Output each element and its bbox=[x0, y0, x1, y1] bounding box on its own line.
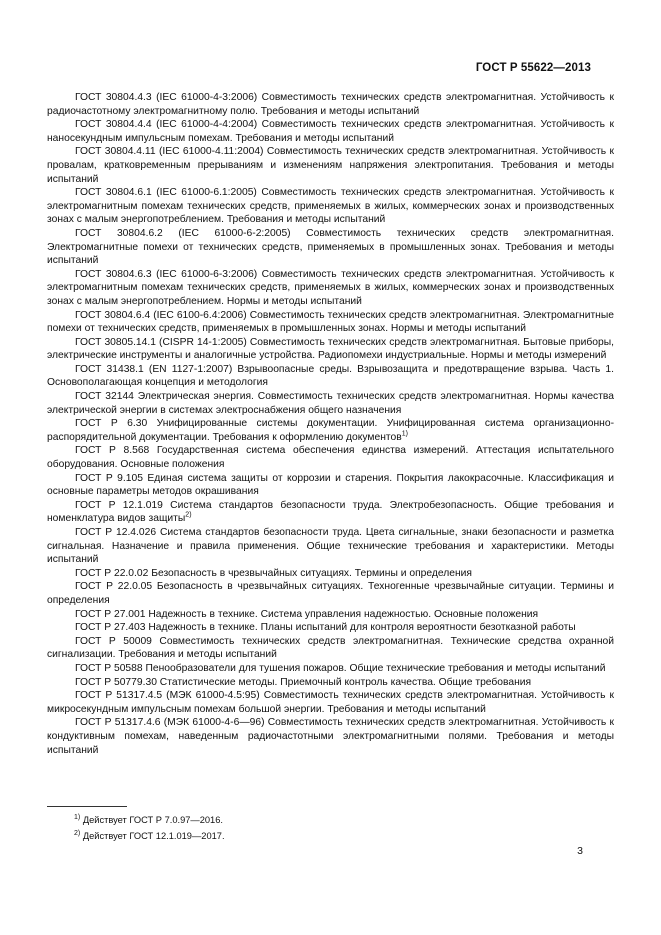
footnote-marker: 1) bbox=[401, 430, 408, 438]
page-number: 3 bbox=[577, 845, 583, 857]
footnotes bbox=[74, 812, 225, 844]
reference-entry: ГОСТ Р 51317.4.5 (МЭК 61000-4.5:95) Совместимость технических средств электромагнитная. Устойчивость к микросекундным импульсным помехам большой энергии. Требования и методы испытаний bbox=[47, 690, 614, 715]
reference-entry: ГОСТ Р 22.0.05 Безопасность в чрезвычайных ситуациях. Техногенные чрезвычайные ситуации. Термины и определения bbox=[47, 581, 614, 606]
reference-entry: ГОСТ Р 50588 Пенообразователи для тушения пожаров. Общие технические требования и методы испытаний bbox=[75, 662, 606, 674]
reference-entry: ГОСТ Р 22.0.02 Безопасность в чрезвычайных ситуациях. Термины и определения bbox=[75, 567, 473, 579]
normative-references-list bbox=[47, 91, 614, 757]
reference-entry: ГОСТ Р 9.105 Единая система защиты от коррозии и старения. Покрытия лакокрасочные. Классификация и основные параметры методов окрашивания bbox=[47, 472, 614, 498]
reference-entry: ГОСТ 30804.6.2 (IEC 61000-6-2:2005) Совместимость технических средств электромагнитная. Электромагнитные помехи от технических средств, применяемых в промышленных зонах. Требования и методы испытаний bbox=[47, 227, 614, 267]
reference-entry: ГОСТ Р 12.4.026 Система стандартов безопасности труда. Цвета сигнальные, знаки безопасности и разметка сигнальная. Назначение и правила применения. Общие технические требования и характеристики. Методы испытаний bbox=[47, 527, 614, 566]
footnote-number: 2) bbox=[74, 829, 81, 837]
reference-entry: ГОСТ 30804.6.1 (IEC 61000-6.1:2005) Совместимость технических средств электромагнитная. Устойчивость к электромагнитным помехам технических средств, применяемых в жилых, коммерческих зонах и производственных зонах с малым энергопотреблением. Требования и методы испытаний bbox=[47, 187, 614, 226]
footnote: $^{1)}$ Действует ГОСТ Р 7.0.97—2016. bbox=[74, 813, 223, 825]
reference-entry: ГОСТ 30804.4.11 (IEC 61000-4.11:2004) Совместимость технических средств электромагнитная. Устойчивость к провалам, кратковременным прерываниям и изменениям напряжения электропитания. Требования и методы испытаний bbox=[47, 146, 614, 185]
reference-entry: ГОСТ Р 50009 Совместимость технических средств электромагнитная. Технические средства охранной сигнализации. Требования и методы испытаний bbox=[47, 635, 614, 661]
footnote: $^{2)}$ Действует ГОСТ 12.1.019—2017. bbox=[74, 829, 225, 841]
footnote-marker: 2) bbox=[185, 511, 192, 519]
reference-entry: ГОСТ 31438.1 (EN 1127-1:2007) Взрывоопасные среды. Взрывозащита и предотвращение взрыва. Часть 1. Основополагающая концепция и методология bbox=[47, 363, 614, 389]
document-code-header: ГОСТ Р 55622—2013 bbox=[475, 62, 591, 74]
reference-entry: ГОСТ Р 27.001 Надежность в технике. Система управления надежностью. Основные положения bbox=[75, 608, 539, 620]
footnote-number: 1) bbox=[74, 813, 81, 821]
reference-entry: ГОСТ 30805.14.1 (CISPR 14-1:2005) Совместимость технических средств электромагнитная. Бытовые приборы, электрические инструменты и аналогичные устройства. Радиопомехи индустриальные. Нормы и методы измерений bbox=[47, 336, 614, 362]
reference-entry: ГОСТ 30804.6.3 (IEC 61000-6-3:2006) Совместимость технических средств электромагнитная. Устойчивость к электромагнитным помехам технических средств, применяемых в жилых, коммерческих зонах и производственных зонах с малым энергопотреблением. Нормы и методы испытаний bbox=[47, 268, 614, 307]
reference-entry: ГОСТ Р 8.568 Государственная система обеспечения единства измерений. Аттестация испытательного оборудования. Основные положения bbox=[47, 445, 614, 471]
reference-entry: ГОСТ Р 27.403 Надежность в технике. Планы испытаний для контроля вероятности безотказной работы bbox=[75, 622, 576, 634]
reference-entry: ГОСТ Р 12.1.019 Система стандартов безопасности труда. Электробезопасность. Общие требования и номенклатура видов защиты$^{2)}$ bbox=[47, 499, 614, 525]
reference-entry: ГОСТ 30804.4.4 (IEC 61000-4-4:2004) Совместимость технических средств электромагнитная. Устойчивость к наносекундным импульсным помехам. Требования и методы испытаний bbox=[47, 119, 614, 144]
footnote-divider bbox=[47, 806, 127, 807]
reference-entry: ГОСТ Р 51317.4.6 (МЭК 61000-4-6—96) Совместимость технических средств электромагнитная. Устойчивость к кондуктивным помехам, наведенным радиочастотными электромагнитными полями. Требования и методы испытаний bbox=[47, 717, 614, 756]
reference-entry: ГОСТ 30804.4.3 (IEC 61000-4-3:2006) Совместимость технических средств электромагнитная. Устойчивость к радиочастотному электромагнитному полю. Требования и методы испытаний bbox=[47, 92, 614, 117]
reference-entry: ГОСТ 30804.6.4 (IEC 6100-6.4:2006) Совместимость технических средств электромагнитная. Электромагнитные помехи от технических средств, применяемых в промышленных зонах. Нормы и методы испытаний bbox=[47, 309, 614, 335]
reference-entry: ГОСТ 32144 Электрическая энергия. Совместимость технических средств электромагнитная. Нормы качества электрической энергии в системах электроснабжения общего назначения bbox=[47, 391, 614, 416]
reference-entry: ГОСТ Р 6.30 Унифицированные системы документации. Унифицированная система организационно-распорядительной документации. Требования к оформлению документов$^{1)}$ bbox=[47, 418, 614, 443]
reference-entry: ГОСТ Р 50779.30 Статистические методы. Приемочный контроль качества. Общие требования bbox=[75, 676, 532, 688]
